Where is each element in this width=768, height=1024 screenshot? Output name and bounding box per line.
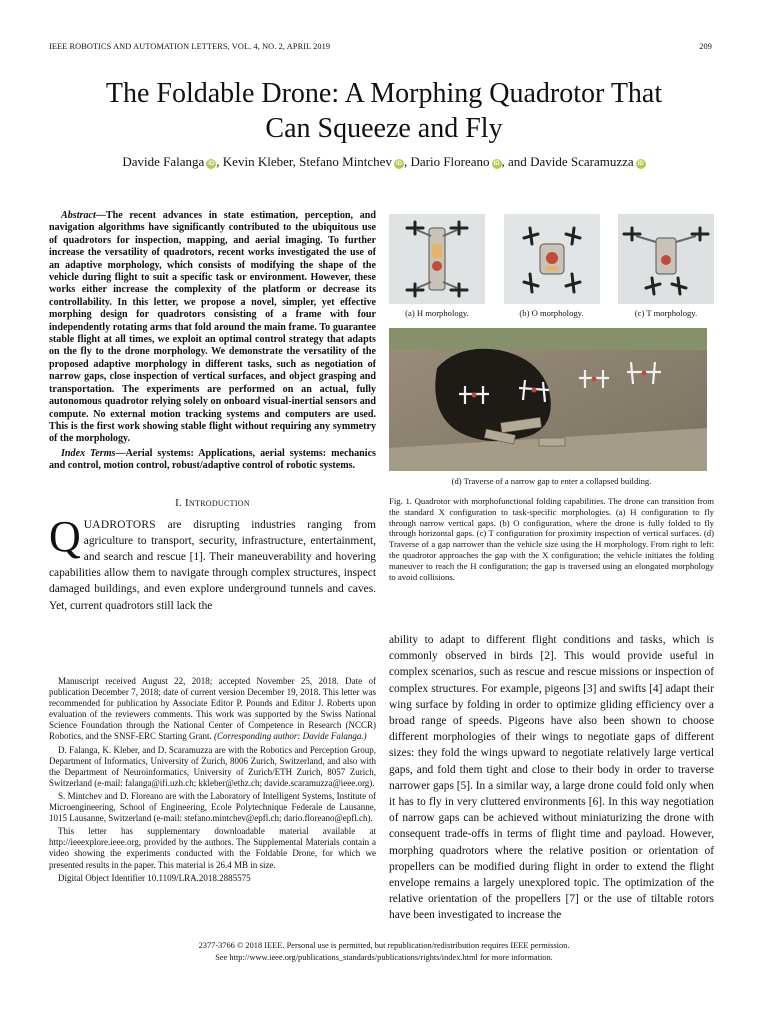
title-line-2: Can Squeeze and Fly — [265, 113, 503, 144]
author — [122, 154, 216, 169]
section-title: Introduction — [184, 496, 250, 509]
subfigure-row — [389, 214, 714, 318]
index-terms-lead: Index Terms — [61, 447, 116, 459]
author-name: Davide Scaramuzza — [530, 154, 634, 169]
author — [530, 154, 646, 169]
corresponding-author: (Corresponding author: Davide Falanga.) — [214, 731, 367, 742]
subfigure-a — [389, 214, 485, 318]
index-terms-text: —Aerial systems: Applications, aerial systems: mechanics and control, motion control, robust/adaptive control of robotic systems. — [49, 447, 376, 472]
subfigure-b — [504, 214, 600, 318]
copyright-line-1: 2377-3766 © 2018 IEEE. Personal use is permitted, but republication/redistribution requires IEEE permission. — [198, 941, 570, 950]
author-name: Dario Floreano — [410, 154, 490, 169]
footnote-doi: Digital Object Identifier 10.1109/LRA.2018.2885575 — [58, 872, 251, 883]
abstract-text: —The recent advances in state estimation, perception, and navigation algorithms have significantly contributed to the ubiquitous use of quadrotors for inspection, mapping, and aerial imaging. To further increase the versatility of quadrotors, recent works investigated the use of an adaptive morphology, which consists of modifying the shape of the vehicle during flight to suit a specific task or environment. However, these works either increase the complexity of the platform or decrease its controllability. In this letter, we propose a novel, simpler, yet effective morphing design for quadrotors consisting of a frame with four independently rotating arms that fold around the main frame. To guarantee stable flight at all times, we exploit an optimal control strategy that adapts on the fly to the drone morphology. We demonstrate the versatility of the proposed adaptive morphology in different tasks, such as negotiation of narrow gaps, close inspection of vertical surfaces, and object grasping and transportation. The experiments are performed on an actual, fully autonomous quadrotor relying solely on onboard visual-inertial sensors and compute. No external motion tracking systems and computers are used. This is the first work showing stable flight without requiring any symmetry of the morphology. — [49, 210, 376, 445]
subfigure-c — [618, 214, 714, 318]
copyright-notice — [40, 940, 728, 963]
footnote-manuscript — [49, 676, 376, 743]
author-list — [40, 153, 728, 171]
author — [410, 154, 501, 169]
author-separator: , — [403, 154, 411, 169]
abstract — [49, 210, 376, 446]
author-separator: , and — [501, 154, 531, 169]
subfigure-c-caption: (c) T morphology. — [634, 308, 698, 318]
author-name: Davide Falanga — [122, 154, 205, 169]
figure-1 — [389, 210, 714, 582]
page-number: 209 — [699, 42, 712, 51]
author — [299, 154, 404, 169]
subfigure-b-caption: (b) O morphology. — [519, 308, 584, 318]
subfigure-d-caption: (d) Traverse of a narrow gap to enter a collapsed building. — [451, 476, 652, 486]
intro-text: are disrupting industries ranging from agriculture to transport, security, infrastructure, entertainment, and search and rescue [1]. Their maneuverability and hovering capabilities allow them to navigate through complex structures, inspect damaged buildings, and even explore underground tunnels and caves. Yet, current quadrotors still lack the — [49, 518, 376, 612]
gap-traverse-photo — [389, 328, 707, 471]
first-word-rest: UADROTORS — [83, 518, 156, 531]
h-morphology-photo — [389, 214, 485, 304]
intro-paragraph — [49, 511, 376, 614]
orcid-icon[interactable]: iD — [208, 161, 215, 167]
section-number: I. — [175, 496, 182, 509]
author-separator: , — [292, 154, 300, 169]
author-name: Stefano Mintchev — [299, 154, 392, 169]
orcid-icon[interactable]: iD — [637, 161, 644, 167]
paper-title — [60, 76, 708, 146]
subfigure-a-caption: (a) H morphology. — [405, 308, 469, 318]
footnote-supplementary: This letter has supplementary downloadable material available at http://ieeexplore.ieee.org, provided by the authors. The Supplemental Materials contain a video showing the experiments conducted with the Foldable Drone, for which we presented results in the paper. This material is 26.4 MB in size. — [49, 826, 376, 870]
subfigure-d — [389, 328, 714, 486]
t-morphology-photo — [618, 214, 714, 304]
drop-cap: Q — [49, 511, 81, 561]
figure-caption: Fig. 1. Quadrotor with morphofunctional folding capabilities. The drone can transition from the standard X configuration to task-specific morphologies. (a) H configuration to fly through narrow vertical gaps. (b) O configuration, where the drone is fully folded to fly through horizontal gaps. (c) T configuration for proximity inspection of vertical surfaces. (d) Traverse of a gap narrower than the vehicle size using the H morphology. From right to left: the quadrotor approaches the gap with the X configuration; the vehicle initiates the folding maneuver to reach the H configuration; the gap is traversed using an elongated morphology to avoid collisions. — [389, 496, 714, 582]
footnotes — [49, 676, 376, 886]
author-separator: , — [216, 154, 223, 169]
footnote-text: Manuscript received August 22, 2018; accepted November 25, 2018. Date of publication December 7, 2018; date of current version December 19, 2018. This letter was recommended for publication by Associate Editor P. Pounds and Editor J. Roberts upon evaluation of the reviewers comments. This work was supported by the Swiss National Science Foundation through the National Center of Competence in Research (NCCR) Robotics, and the SNSF-ERC Starting Grant. — [49, 676, 376, 742]
footnote-affiliation-2: S. Mintchev and D. Floreano are with the Laboratory of Intelligent Systems, Institute of Microengineering, School of Engineering, Ecole Polytechnique Federale de Lausanne, 1015 Lausanne, Switzerland (e-mail: stefano.mintchev@epfl.ch; dario.floreano@epfl.ch). — [49, 790, 376, 824]
running-header — [49, 42, 712, 51]
right-column-body — [389, 632, 714, 924]
body-paragraph: ability to adapt to different flight conditions and tasks, which is commonly observed in birds [2]. This would provide useful in complex scenarios, such as rescue and rescue missions or inspection of complex structures. For example, pigeons [3] and swifts [4] adapt their wing surface by folding in order to optimize gliding efficiency over a broad range of speeds. Pigeons have also been shown to choose different morphologies of their wings to negotiate gaps of different sizes: they fold the wings upward to negotiate relatively large vertical gaps, and fold them tight and close to their body in order to traverse narrower gaps [5]. In a similar way, a large drone could fold only when it has to fly in very cluttered environments [6]. In this way negotiation of narrow gaps can be achieved without miniaturizing the drone with consequent trade-offs in terms of flight time and payload. However, morphing quadrotors where the relative position or orientation of propellers can be modified during flight in order to extend the flight envelope remains a largely unexplored topic. The optimization of the relative orientation of the propellers [7] or the use of tiltable rotors have been investigated to increase the — [389, 634, 714, 922]
orcid-icon[interactable]: iD — [395, 161, 402, 167]
o-morphology-photo — [504, 214, 600, 304]
author-name: Kevin Kleber — [222, 154, 293, 169]
footnote-affiliation-1: D. Falanga, K. Kleber, and D. Scaramuzza are with the Robotics and Perception Group, Department of Informatics, University of Zurich, 8006 Zurich, Switzerland, and also with the Department of Neuroinformatics, University of Zurich/ETH Zurich, 8057 Zurich, Switzerland (e-mail: falanga@ifi.uzh.ch; kkleber@ethz.ch; davide.scaramuzza@ieee.org). — [49, 744, 376, 788]
author — [223, 154, 293, 169]
orcid-icon[interactable]: iD — [493, 161, 500, 167]
abstract-lead: Abstract — [61, 210, 96, 221]
copyright-line-2: See http://www.ieee.org/publications_standards/publications/rights/index.html for more information. — [215, 952, 553, 962]
title-line-1: The Foldable Drone: A Morphing Quadrotor That — [105, 78, 663, 109]
index-terms — [49, 448, 376, 473]
section-heading — [49, 497, 376, 509]
journal-name: IEEE ROBOTICS AND AUTOMATION LETTERS, VOL. 4, NO. 2, APRIL 2019 — [49, 42, 331, 51]
left-column — [49, 210, 376, 614]
